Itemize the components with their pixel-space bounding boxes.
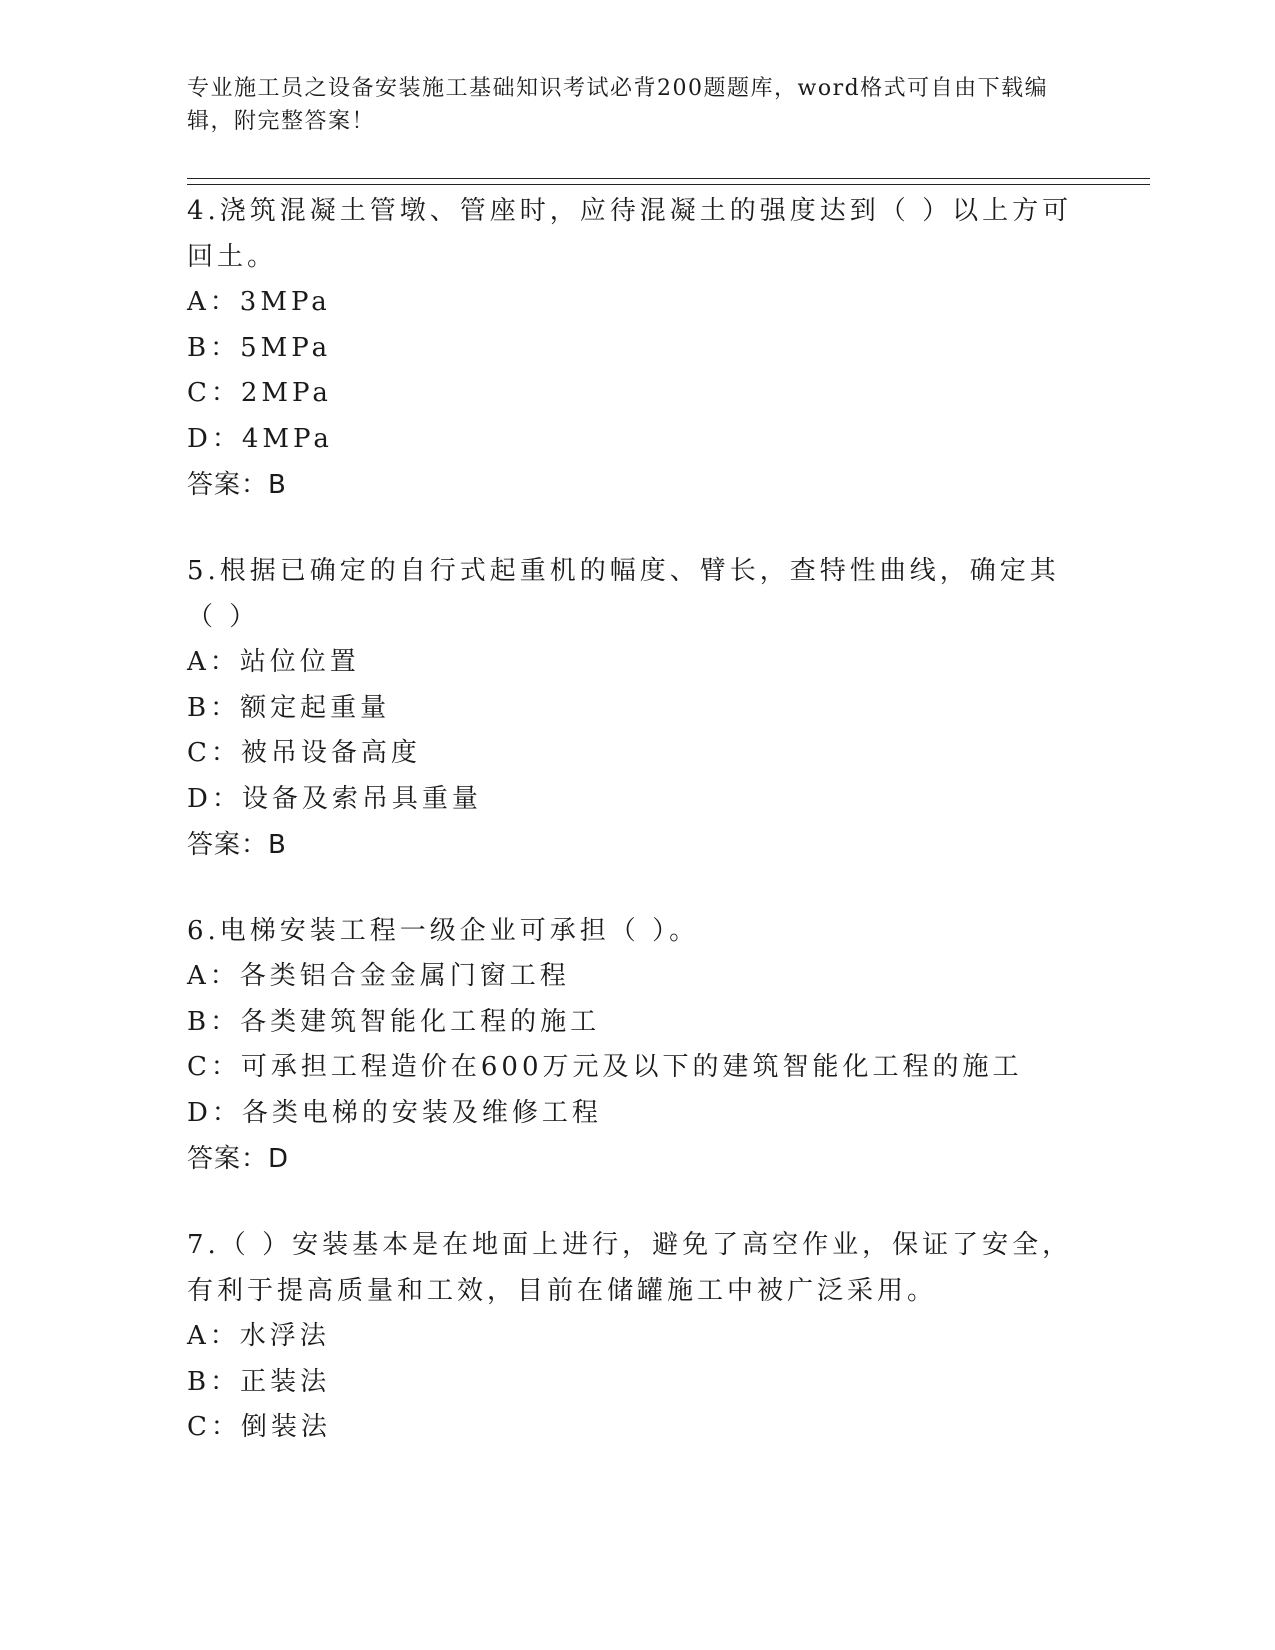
question-list	[187, 188, 1087, 1491]
question-stem: 5.根据已确定的自行式起重机的幅度、臂长，查特性曲线，确定其（ ）	[187, 556, 1060, 632]
option-b: B：正装法	[187, 1366, 331, 1397]
option-d: D：4MPa	[187, 423, 333, 454]
option-a: A：3MPa	[187, 287, 331, 317]
option-c: C：2MPa	[187, 378, 332, 408]
question-4	[187, 188, 1087, 508]
option-c: C：倒装法	[187, 1412, 331, 1442]
answer: 答案：B	[187, 470, 287, 500]
option-b: B：各类建筑智能化工程的施工	[187, 1006, 601, 1037]
option-a: A：各类铝合金金属门窗工程	[187, 961, 570, 991]
option-a: A：水浮法	[187, 1321, 330, 1351]
question-stem: 7.（ ）安装基本是在地面上进行，避免了高空作业，保证了安全，有利于提高质量和工效，目前在储罐施工中被广泛采用。	[187, 1230, 1073, 1306]
question-stem: 6.电梯安装工程一级企业可承担（ ）。	[187, 916, 700, 946]
answer: 答案：D	[187, 1144, 290, 1174]
answer: 答案：B	[187, 830, 287, 860]
question-5	[187, 548, 1087, 868]
option-b: B：5MPa	[187, 332, 332, 363]
header-divider-bottom	[187, 184, 1150, 185]
option-d: D：各类电梯的安装及维修工程	[187, 1097, 602, 1128]
option-b: B：额定起重量	[187, 692, 391, 723]
header-divider-top	[187, 178, 1150, 179]
option-c: C：可承担工程造价在600万元及以下的建筑智能化工程的施工	[187, 1052, 1023, 1082]
question-stem: 4.浇筑混凝土管墩、管座时，应待混凝土的强度达到（ ）以上方可回土。	[187, 196, 1073, 272]
option-a: A：站位位置	[187, 647, 360, 677]
question-6	[187, 908, 1087, 1182]
question-7	[187, 1222, 1087, 1451]
option-d: D：设备及索吊具重量	[187, 783, 482, 814]
option-c: C：被吊设备高度	[187, 738, 421, 768]
document-header: 专业施工员之设备安装施工基础知识考试必背200题题库，word格式可自由下载编辑，附完整答案！	[187, 76, 1049, 134]
